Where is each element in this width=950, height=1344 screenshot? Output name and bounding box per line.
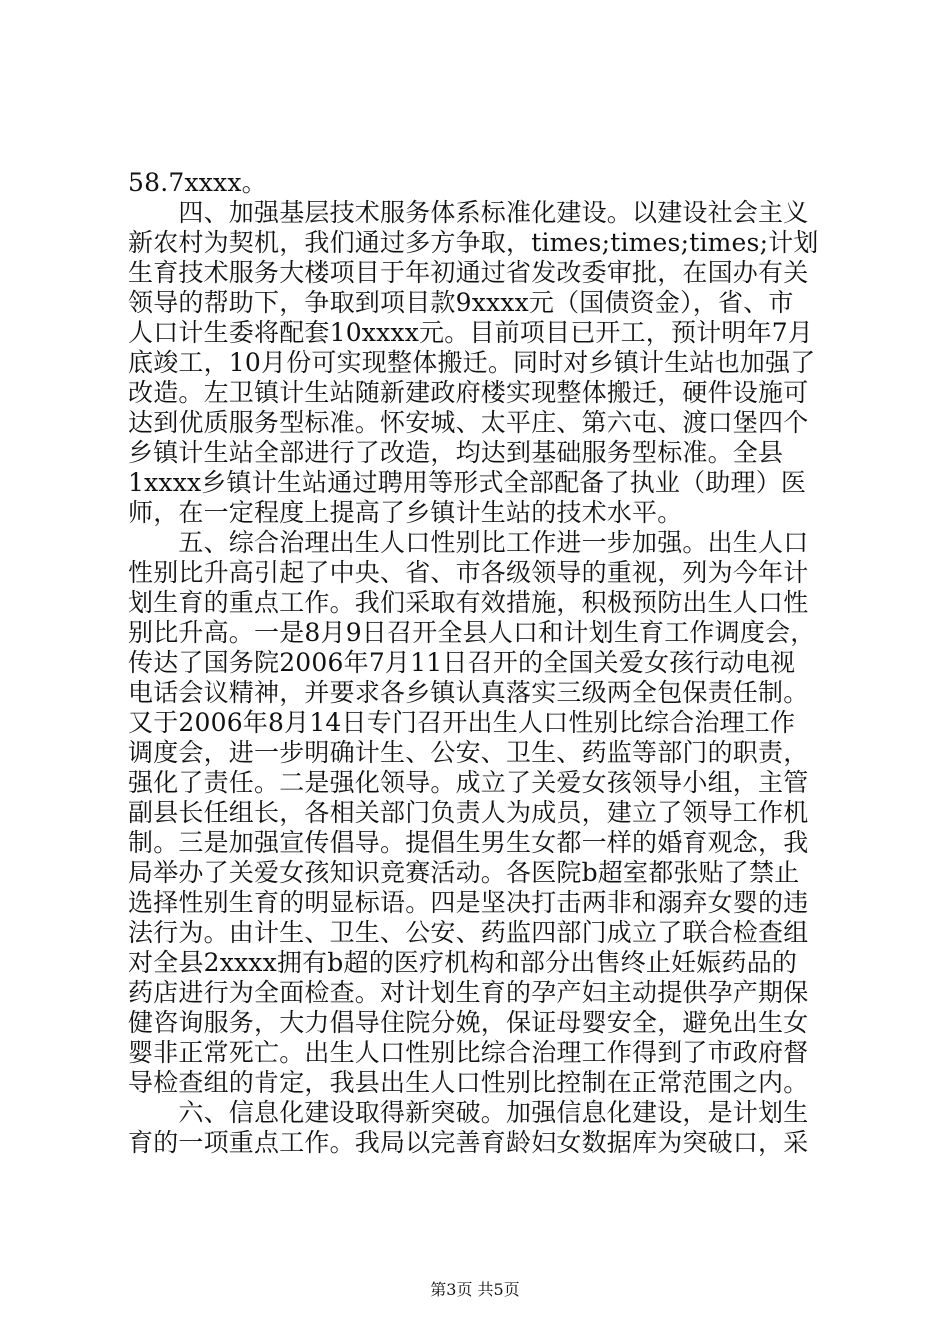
text-line: 别比升高。一是8月9日召开全县人口和计划生育工作调度会， [128,618,816,647]
text-line: 性别比升高引起了中央、省、市各级领导的重视，列为今年计 [128,558,809,587]
text-line: 选择性别生育的明显标语。四是坚决打击两非和溺弃女婴的违 [128,888,809,917]
document-body [128,168,830,1158]
text-line: 副县长任组长，各相关部门负责人为成员，建立了领导工作机 [128,798,809,827]
text-line: 1xxxx乡镇计生站通过聘用等形式全部配备了执业（助理）医 [128,468,807,497]
text-line: 制。三是加强宣传倡导。提倡生男生女都一样的婚育观念，我 [128,828,809,857]
text-line: 四、加强基层技术服务体系标准化建设。以建设社会主义 [128,198,809,227]
page-number-label: 第3页 共5页 [430,1280,520,1299]
text-line: 师，在一定程度上提高了乡镇计生站的技术水平。 [128,498,683,527]
text-line: 新农村为契机，我们通过多方争取，times;times;times;计划 [128,228,819,257]
text-line: 导检查组的肯定，我县出生人口性别比控制在正常范围之内。 [128,1068,809,1097]
text-line: 对全县2xxxx拥有b超的医疗机构和部分出售终止妊娠药品的 [128,948,798,977]
text-line: 强化了责任。二是强化领导。成立了关爱女孩领导小组，主管 [128,768,809,797]
text-line: 药店进行为全面检查。对计划生育的孕产妇主动提供孕产期保 [128,978,809,1007]
text-line: 生育技术服务大楼项目于年初通过省发改委审批，在国办有关 [128,258,809,287]
text-line: 局举办了关爱女孩知识竞赛活动。各医院b超室都张贴了禁止 [128,858,800,887]
text-line: 法行为。由计生、卫生、公安、药监四部门成立了联合检查组 [128,918,809,947]
text-line: 育的一项重点工作。我局以完善育龄妇女数据库为突破口，采 [128,1128,809,1157]
text-line: 乡镇计生站全部进行了改造，均达到基础服务型标准。全县 [128,438,784,467]
text-line: 改造。左卫镇计生站随新建政府楼实现整体搬迁，硬件设施可 [128,378,809,407]
text-line: 划生育的重点工作。我们采取有效措施，积极预防出生人口性 [128,588,809,617]
text-line: 领导的帮助下，争取到项目款9xxxx元（国债资金），省、市 [128,288,794,317]
text-line: 电话会议精神，并要求各乡镇认真落实三级两全包保责任制。 [128,678,809,707]
text-line: 58.7xxxx。 [128,168,267,197]
text-line: 六、信息化建设取得新突破。加强信息化建设，是计划生 [128,1098,809,1127]
text-line: 人口计生委将配套10xxxx元。目前项目已开工，预计明年7月 [128,318,814,347]
text-line: 五、综合治理出生人口性别比工作进一步加强。出生人口 [128,528,809,557]
text-line: 底竣工，10月份可实现整体搬迁。同时对乡镇计生站也加强了 [128,348,816,377]
text-line: 传达了国务院2006年7月11日召开的全国关爱女孩行动电视 [128,648,796,677]
text-line: 健咨询服务，大力倡导住院分娩，保证母婴安全，避免出生女 [128,1008,809,1037]
text-line: 调度会，进一步明确计生、公安、卫生、药监等部门的职责， [128,738,809,767]
text-line: 达到优质服务型标准。怀安城、太平庄、第六屯、渡口堡四个 [128,408,809,437]
text-line: 婴非正常死亡。出生人口性别比综合治理工作得到了市政府督 [128,1038,809,1067]
page-footer [0,1280,950,1300]
text-line: 又于2006年8月14日专门召开出生人口性别比综合治理工作 [128,708,796,737]
